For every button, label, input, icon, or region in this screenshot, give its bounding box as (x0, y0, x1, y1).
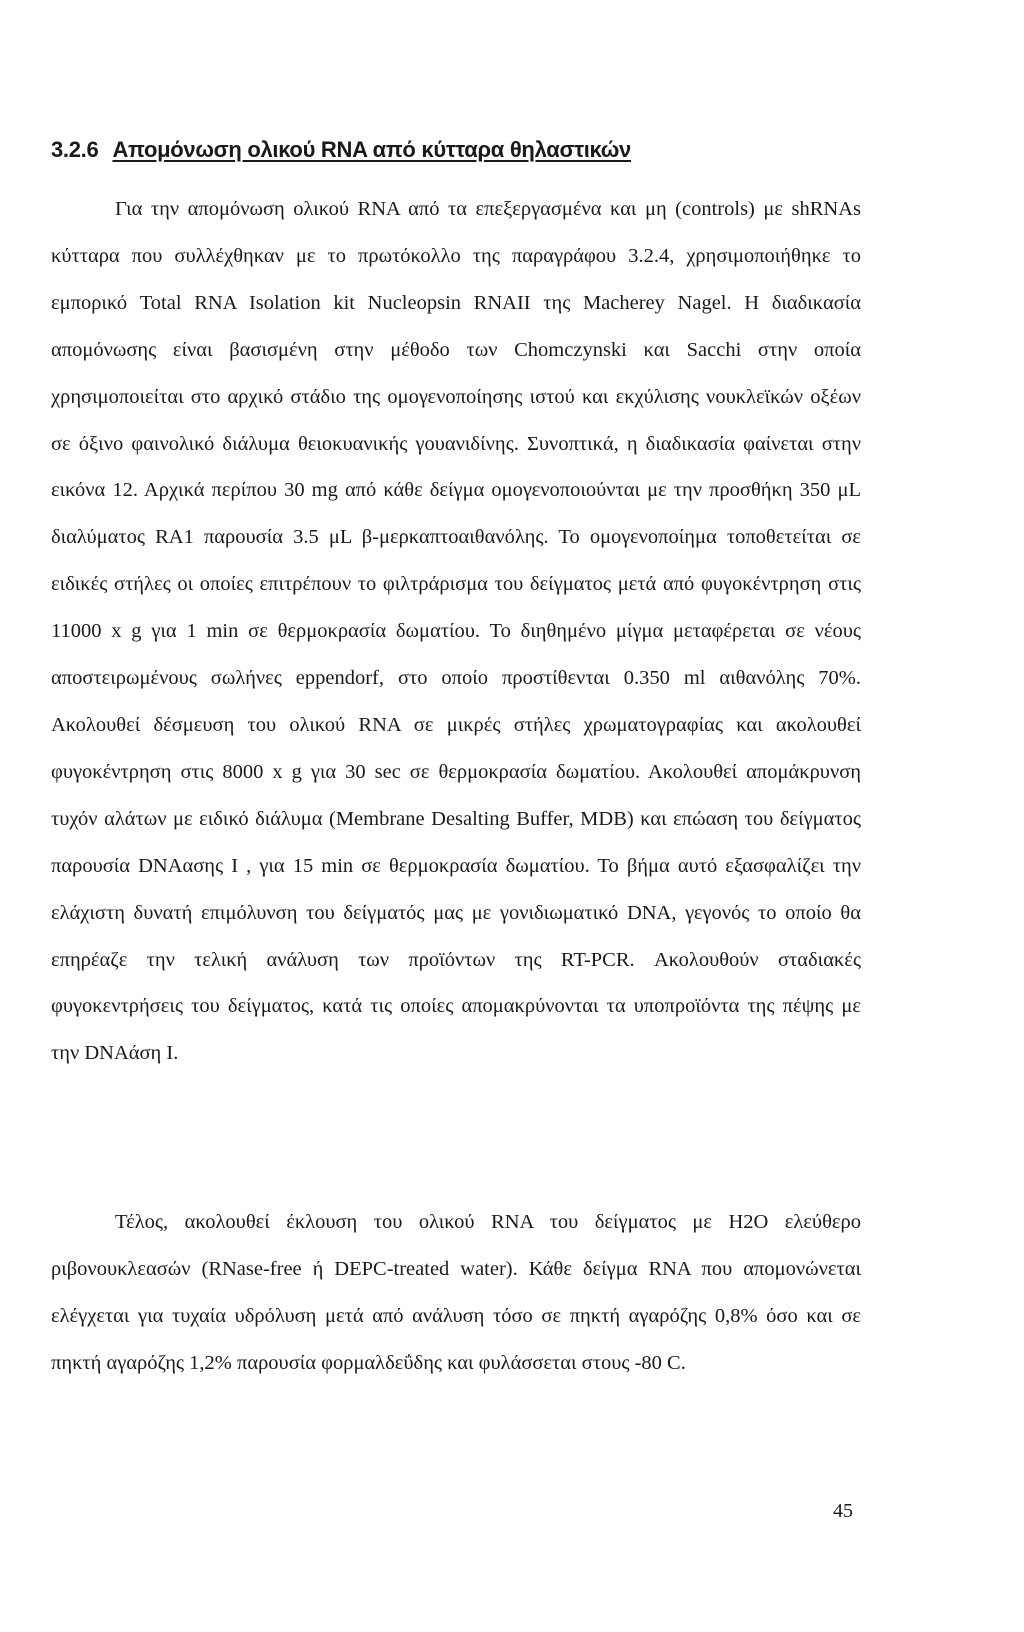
page-number: 45 (833, 1500, 853, 1522)
paragraph-rna-isolation-procedure: Για την απομόνωση ολικού RNA από τα επεξεργασμένα και μη (controls) με shRNAs κύτταρα που συλλέχθηκαν με το πρωτόκολλο της παραγράφου 3.2.4, χρησιμοποιήθηκε το εμπορικό Total RNA Isolation kit Nucleopsin RNAII της Macherey Nagel. Η διαδικασία απομόνωσης είναι βασισμένη στην μέθοδο των Chomczynski και Sacchi στην οποία χρησιμοποιείται στο αρχικό στάδιο της ομογενοποίησης ιστού και εκχύλισης νουκλεϊκών οξέων σε όξινο φαινολικό διάλυμα θειοκυανικής γουανιδίνης. Συνοπτικά, η διαδικασία φαίνεται στην εικόνα 12. Αρχικά περίπου 30 mg από κάθε δείγμα ομογενοποιούνται με την προσθήκη 350 μL διαλύματος RA1 παρουσία 3.5 μL β-μερκαπτοαιθανόλης. Το ομογενοποίημα τοποθετείται σε ειδικές στήλες οι οποίες επιτρέπουν το φιλτράρισμα του δείγματος μετά από φυγοκέντρηση στις 11000 x g για 1 min σε θερμοκρασία δωματίου. Το διηθημένο μίγμα μεταφέρεται σε νέους αποστειρωμένους σωλήνες eppendorf, στο οποίο προστίθενται 0.350 ml αιθανόλης 70%. Ακολουθεί δέσμευση του ολικού RNA σε μικρές στήλες χρωματογραφίας και ακολουθεί φυγοκέντρηση στις 8000 x g για 30 sec σε θερμοκρασία δωματίου. Ακολουθεί απομάκρυνση τυχόν αλάτων με ειδικό διάλυμα (Membrane Desalting Buffer, MDB) και επώαση του δείγματος παρουσία DNAασης I , για 15 min σε θερμοκρασία δωματίου. Το βήμα αυτό εξασφαλίζει την ελάχιστη δυνατή επιμόλυνση του δείγματός μας με γονιδιωματικό DNA, γεγονός το οποίο θα επηρέαζε την τελική ανάλυση των προϊόντων της RT-PCR. Ακολουθούν σταδιακές φυγοκεντρήσεις του δείγματος, κατά τις οποίες απομακρύνονται τα υποπροϊόντα της πέψης με την DNAάση I. (51, 198, 861, 1065)
paragraph-rna-elution: Τέλος, ακολουθεί έκλουση του ολικού RNA του δείγματος με H2O ελεύθερο ριβονουκλεασών (RNase-free ή DEPC-treated water). Κάθε δείγμα RNA που απομονώνεται ελέγχεται για τυχαία υδρόλυση μετά από ανάλυση τόσο σε πηκτή αγαρόζης 0,8% όσο και σε πηκτή αγαρόζης 1,2% παρουσία φορμαλδεΰδης και φυλάσσεται στους -80 C. (51, 1211, 861, 1374)
section-heading (51, 137, 631, 163)
section-title: Απομόνωση ολικού RNA από κύτταρα θηλαστικών (112, 137, 631, 162)
section-number: 3.2.6 (51, 137, 99, 162)
